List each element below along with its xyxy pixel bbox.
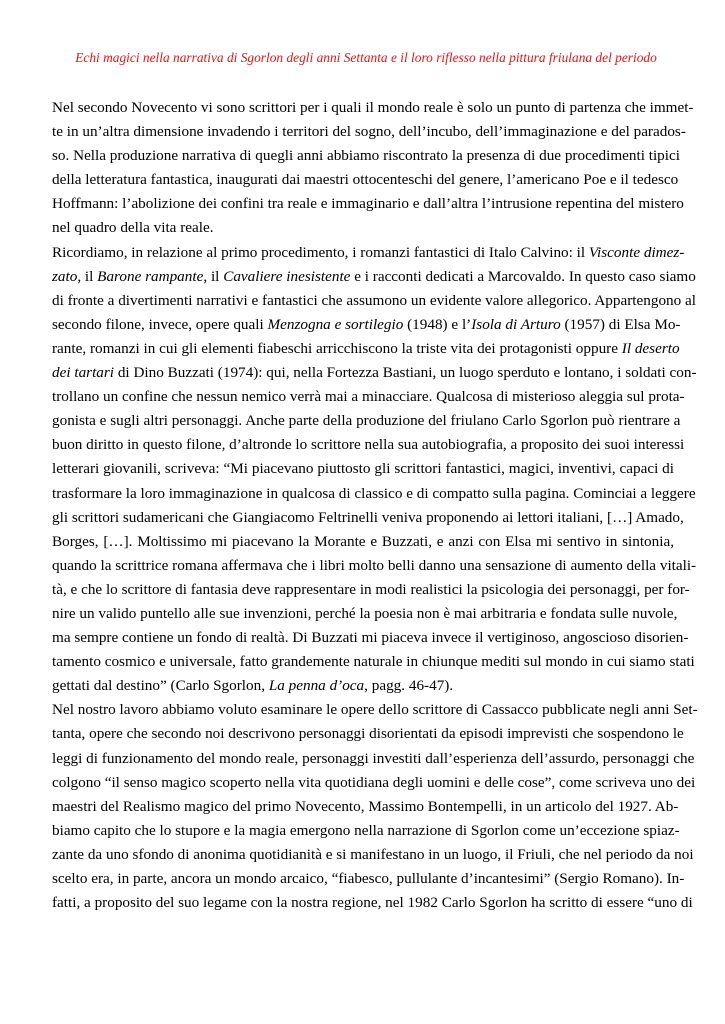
- text-segment: tanta, opere che secondo noi descrivono personaggi disorientati da episodi imprevisti che sospendono le: [52, 725, 684, 743]
- text-line: [52, 289, 696, 313]
- page-title: Echi magici nella narrativa di Sgorlon degli anni Settanta e il loro riflesso nella pittura friulana del periodo: [75, 50, 657, 65]
- text-segment: , il: [203, 267, 224, 285]
- text-segment: e i racconti dedicati a Marcovaldo. In questo caso siamo: [350, 267, 696, 285]
- paragraph: [52, 698, 698, 915]
- text-line: [52, 482, 696, 506]
- text-segment: gli scrittori sudamericani che Giangiacomo Feltrinelli veniva proponendo ai lettori italiani, […] Amado,: [52, 508, 684, 526]
- text-segment: scelto era, in parte, ancora un mondo arcaico, “fiabesco, pullulante d’incantesimi” (Sergio Romano). In-: [52, 870, 685, 887]
- text-line: [52, 168, 679, 192]
- text-segment: della letteratura fantastica, inaugurati dai maestri ottocenteschi del genere, l’americano Poe e il tedesco: [52, 171, 679, 189]
- paragraph: [52, 96, 694, 241]
- text-segment: Hoffmann: l’abolizione dei confini tra reale e immaginario e dall’altra l’intrusione repentina del mistero: [52, 195, 684, 213]
- text-segment: Nel secondo Novecento vi sono scrittori per i quali il mondo reale è solo un punto di partenza che immet-: [52, 99, 694, 116]
- text-segment: nire un valido puntello alle sue invenzioni, perché la poesia non è mai arbitraria e fondata sulle nuvole,: [52, 604, 678, 622]
- italic-title: dei tartari: [52, 364, 115, 382]
- text-line: [52, 747, 695, 771]
- text-segment: so. Nella produzione narrativa di quegli anni abbiamo riscontrato la presenza di due procedimenti tipici: [52, 147, 680, 165]
- italic-title: Il deserto: [621, 339, 680, 357]
- text-line: [52, 650, 695, 674]
- text-line: [52, 867, 685, 891]
- text-line: [52, 674, 674, 698]
- italic-title: zato: [52, 267, 78, 285]
- text-line: [52, 554, 697, 578]
- text-line: [52, 795, 679, 819]
- text-segment: buon diritto in questo filone, d’altronde lo scrittore nella sua autobiografia, a proposito dei suoi interessi: [52, 436, 685, 454]
- text-line: [52, 216, 674, 240]
- text-line: [52, 891, 693, 915]
- text-segment: secondo filone, invece, opere quali: [52, 315, 268, 333]
- text-line: [52, 361, 697, 385]
- text-line: [52, 409, 681, 433]
- italic-title: Barone rampante: [97, 267, 204, 285]
- text-segment: ma sempre contiene un fondo di realtà. Di Buzzati mi piaceva invece il vertiginoso, angoscioso disorien-: [52, 629, 689, 647]
- italic-title: Cavaliere inesistente: [223, 267, 351, 285]
- text-segment: Ricordiamo, in relazione al primo procedimento, i romanzi fantastici di Italo Calvino: il: [52, 243, 589, 261]
- text-segment: gonista e sugli altri personaggi. Anche parte della produzione del friulano Carlo Sgorlon può rientrare a: [52, 412, 681, 430]
- text-line: [52, 385, 685, 409]
- text-segment: (1948) e l’: [403, 315, 472, 333]
- text-segment: Nel nostro lavoro abbiamo voluto esaminare le opere dello scrittore di Cassacco pubblicate negli anni Set-: [52, 701, 698, 719]
- text-segment: (1957) di Elsa Mo-: [560, 315, 681, 333]
- text-line: [52, 843, 694, 867]
- text-segment: rante, romanzi in cui gli elementi fiabeschi arricchiscono la triste vita dei protagonisti oppure: [52, 339, 622, 357]
- text-segment: , il: [77, 267, 98, 285]
- text-line: [52, 626, 689, 650]
- text-segment: tà, e che lo scrittore di fantasia deve rappresentare in modi realistici la psicologia dei personaggi, per for-: [52, 580, 690, 598]
- italic-title: Isola di Arturo: [471, 315, 561, 333]
- text-segment: di fronte a divertimenti narrativi e fantastici che assumono un evidente valore allegorico. Appartengono al: [52, 291, 696, 309]
- text-line: [52, 722, 684, 746]
- text-segment: maestri del Realismo magico del primo Novecento, Massimo Bontempelli, in un articolo del 1927. Ab-: [52, 797, 679, 815]
- text-line: [52, 120, 686, 144]
- italic-title: Visconte dimez-: [588, 243, 685, 261]
- text-segment: zante da uno sfondo di anonima quotidianità e si manifestano in un luogo, il Friuli, che nel periodo da noi: [52, 845, 694, 863]
- text-segment: fatti, a proposito del suo legame con la nostra regione, nel 1982 Carlo Sgorlon ha scritto di essere “uno di: [52, 894, 693, 912]
- text-segment: biamo capito che lo stupore e la magia emergono nella narrazione di Sgorlon come un’eccezione spiaz-: [52, 821, 680, 839]
- text-line: [52, 530, 674, 554]
- text-segment: , pagg. 46-47).: [364, 677, 454, 695]
- text-line: [52, 698, 698, 722]
- text-segment: letterari giovanili, scriveva: “Mi piacevano piuttosto gli scrittori fantastici, magici, inventivi, capaci di: [52, 460, 674, 478]
- text-line: [52, 192, 684, 216]
- text-segment: te in un’altra dimensione invadendo i territori del sogno, dell’incubo, dell’immaginazione e del parados-: [52, 123, 686, 141]
- text-segment: nel quadro della vita reale.: [52, 219, 214, 237]
- text-segment: colgono “il senso magico scoperto nella vita quotidiana degli uomini e delle cose”, come scriveva uno dei: [52, 773, 696, 791]
- text-line: [52, 144, 680, 168]
- text-segment: Borges, […]. Moltissimo mi piacevano la Morante e Buzzati, e anzi con Elsa mi sentivo in sintonia,: [52, 532, 674, 550]
- paragraph: [52, 241, 697, 699]
- text-line: [52, 602, 678, 626]
- text-segment: trollano un confine che nessun nemico verrà mai a minacciare. Qualcosa di misterioso aleggia sul prota-: [52, 388, 685, 406]
- text-segment: quando la scrittrice romana affermava che i libri molto belli danno una sensazione di aumento della vitali-: [52, 556, 697, 574]
- text-segment: gettati dal destino” (Carlo Sgorlon,: [52, 677, 269, 695]
- text-line: [52, 265, 696, 289]
- italic-title: La penna d’oca: [268, 677, 365, 695]
- text-segment: leggi di funzionamento del mondo reale, personaggi investiti dall’esperienza dell’assurdo, personaggi che: [52, 749, 695, 767]
- text-line: [52, 578, 690, 602]
- text-line: [52, 771, 696, 795]
- text-line: [52, 313, 681, 337]
- text-line: [52, 337, 680, 361]
- text-line: [52, 457, 674, 481]
- text-segment: trasformare la loro immaginazione in qualcosa di classico e di compatto sulla pagina. Cominciai a leggere: [52, 484, 696, 502]
- text-line: [52, 819, 680, 843]
- text-line: [52, 433, 685, 457]
- text-segment: tamento cosmico e universale, fatto grandemente naturale in chiunque mediti sul mondo in cui siamo stati: [52, 653, 695, 671]
- italic-title: Menzogna e sortilegio: [267, 315, 404, 333]
- text-segment: di Dino Buzzati (1974): qui, nella Fortezza Bastiani, un luogo sperduto e lontano, i soldati con-: [114, 364, 697, 382]
- text-line: [52, 506, 684, 530]
- text-line: [52, 96, 694, 120]
- body-text: [52, 96, 698, 915]
- text-line: [52, 241, 685, 265]
